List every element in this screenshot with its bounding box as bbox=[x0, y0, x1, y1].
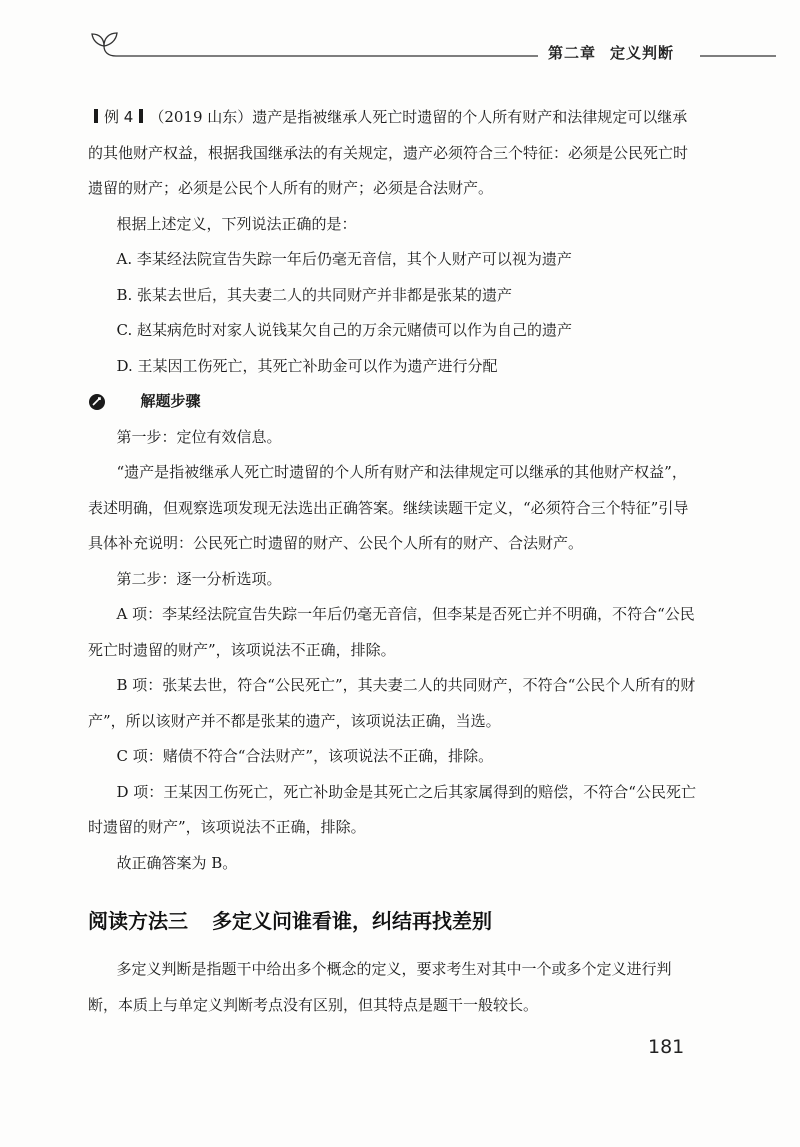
label-bar-right bbox=[139, 109, 143, 123]
option-d: D. 王某因工伤死亡，其死亡补助金可以作为遗产进行分配 bbox=[116, 356, 498, 375]
page-header bbox=[0, 0, 800, 80]
analysis-c: C 项：赌债不符合“合法财产”，该项说法不正确，排除。 bbox=[116, 747, 494, 765]
page-number: 181 bbox=[648, 1036, 685, 1058]
step-one-text: “遗产是指被继承人死亡时遗留的个人所有财产和法律规定可以继承的其他财产权益”，表述明确，但观察选项发现无法选出正确答案。继续读题干定义，“必须符合三个特征”引导具体补充说明：公民死亡时遗留的财产、公民个人所有的财产、合法财产。 bbox=[88, 463, 689, 552]
analysis-d: D 项：王某因工伤死亡，死亡补助金是其死亡之后其家属得到的赔偿，不符合“公民死亡时遗留的财产”，该项说法不正确，排除。 bbox=[88, 782, 696, 836]
solution-title-row bbox=[88, 384, 698, 420]
chapter-number: 第二章 bbox=[548, 44, 597, 62]
section-body bbox=[88, 952, 698, 1023]
example-label: 例 4 bbox=[104, 108, 134, 126]
sprout-icon bbox=[92, 33, 117, 56]
section-title: 多定义问谁看谁，纠结再找差别 bbox=[212, 909, 492, 933]
option-c: C. 赵某病危时对家人说钱某欠自己的万余元赌债可以作为自己的遗产 bbox=[116, 321, 572, 339]
analysis-a: A 项：李某经法院宣告失踪一年后仍毫无音信，但李某是否死亡并不明确，不符合“公民死亡时遗留的财产”，该项说法不正确，排除。 bbox=[88, 605, 695, 659]
step-one: 第一步：定位有效信息。 bbox=[116, 427, 282, 446]
step-two: 第二步：逐一分析选项。 bbox=[116, 569, 282, 588]
header-decoration bbox=[0, 0, 800, 80]
chapter-heading bbox=[548, 42, 674, 63]
analysis-b: B 项：张某去世，符合“公民死亡”，其夫妻二人的共同财产，不符合“公民个人所有的财产”，所以该财产并不都是张某的遗产，该项说法正确，当选。 bbox=[88, 676, 696, 730]
chapter-title: 定义判断 bbox=[610, 44, 675, 62]
solution-title: 解题步骤 bbox=[140, 392, 201, 410]
option-b: B. 张某去世后，其夫妻二人的共同财产并非都是张某的遗产 bbox=[116, 285, 513, 304]
example-question: 根据上述定义，下列说法正确的是： bbox=[116, 214, 357, 233]
section-label: 阅读方法三 bbox=[88, 909, 188, 933]
label-bar-left bbox=[94, 109, 98, 123]
solution-steps-icon bbox=[88, 393, 106, 411]
example-stem-paragraph bbox=[88, 100, 698, 207]
answer-line: 故正确答案为 B。 bbox=[116, 853, 238, 872]
example-stem: 遗产是指被继承人死亡时遗留的个人所有财产和法律规定可以继承的其他财产权益，根据我国继承法的有关规定，遗产必须符合三个特征：必须是公民死亡时遗留的财产；必须是公民个人所有的财产；必须是合法财产。 bbox=[88, 108, 689, 197]
example-block bbox=[88, 100, 698, 881]
example-source: （2019 山东） bbox=[149, 108, 253, 126]
section-heading bbox=[88, 905, 492, 934]
option-a: A. 李某经法院宣告失踪一年后仍毫无音信，其个人财产可以视为遗产 bbox=[116, 250, 572, 268]
section-paragraph: 多定义判断是指题干中给出多个概念的定义，要求考生对其中一个或多个定义进行判断，本质上与单定义判断考点没有区别，但其特点是题干一般较长。 bbox=[88, 960, 672, 1014]
